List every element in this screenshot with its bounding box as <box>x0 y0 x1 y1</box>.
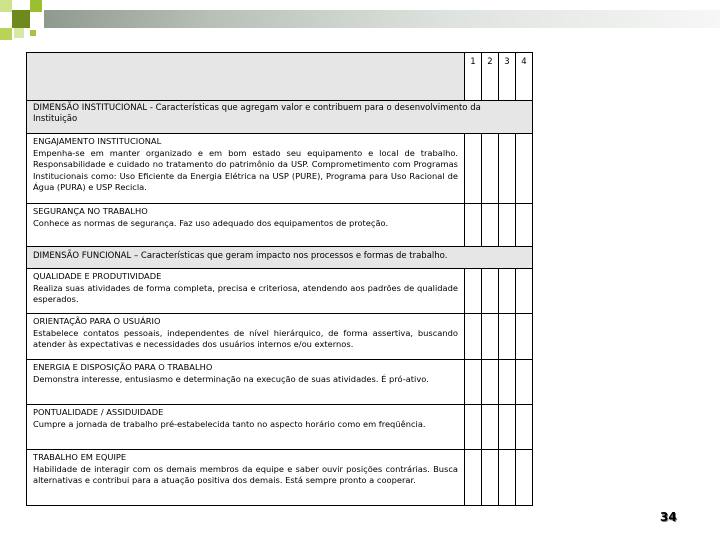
score-cell[interactable] <box>516 314 533 360</box>
criterion-cell <box>27 450 465 506</box>
criterion-cell <box>27 204 465 247</box>
dimension-functional: DIMENSÃO FUNCIONAL – Características que geram impacto nos processos e formas de trabalho. <box>27 247 533 269</box>
score-cell[interactable] <box>499 134 516 204</box>
criterion-text: Demonstra interesse, entusiasmo e determinação na execução de suas atividades. É pró-ativo. <box>33 373 429 384</box>
accent-square <box>30 0 42 12</box>
accent-square <box>14 28 24 38</box>
score-cell[interactable] <box>516 204 533 247</box>
criterion-cell <box>27 269 465 314</box>
criterion-title: ENERGIA E DISPOSIÇÃO PARA O TRABALHO <box>33 362 213 372</box>
table-row <box>27 314 533 360</box>
accent-square <box>0 0 12 12</box>
score-cell[interactable] <box>482 450 499 506</box>
scale-label: 4 <box>516 53 533 101</box>
table-row <box>27 204 533 247</box>
dimension-row <box>27 247 533 269</box>
table-row <box>27 405 533 450</box>
criterion-text: Estabelece contatos pessoais, independentes de nível hierárquico, de forma assertiva, buscando atender às expectativas e necessidades dos usuários internos e/ou externos. <box>33 327 458 349</box>
score-cell[interactable] <box>482 204 499 247</box>
table-row <box>27 360 533 405</box>
score-cell[interactable] <box>516 405 533 450</box>
criterion-title: ORIENTAÇÃO PARA O USUÁRIO <box>33 316 161 326</box>
criterion-text: Conhece as normas de segurança. Faz uso adequado dos equipamentos de proteção. <box>33 217 389 228</box>
table-row <box>27 269 533 314</box>
score-cell[interactable] <box>516 360 533 405</box>
score-cell[interactable] <box>482 134 499 204</box>
score-cell[interactable] <box>499 204 516 247</box>
score-cell[interactable] <box>482 269 499 314</box>
criterion-text: Realiza suas atividades de forma completa, precisa e criteriosa, atendendo aos padrões de qualidade esperados. <box>33 282 458 304</box>
score-cell[interactable] <box>465 204 482 247</box>
score-cell[interactable] <box>499 314 516 360</box>
criterion-title: PONTUALIDADE / ASSIDUIDADE <box>33 407 164 417</box>
evaluation-table <box>26 52 533 506</box>
criterion-title: QUALIDADE E PRODUTIVIDADE <box>33 271 162 281</box>
scale-label: 3 <box>499 53 516 101</box>
scale-label: 2 <box>482 53 499 101</box>
criterion-text: Habilidade de interagir com os demais membros da equipe e saber ouvir posições contrárias. Busca alternativas e contribui para a atuação positiva dos demais. Está sempre pronto a cooperar. <box>33 463 458 485</box>
accent-square <box>30 30 36 36</box>
table-row <box>27 450 533 506</box>
accent-square <box>0 28 12 40</box>
score-cell[interactable] <box>499 405 516 450</box>
score-cell[interactable] <box>465 269 482 314</box>
score-cell[interactable] <box>465 405 482 450</box>
criterion-title: SEGURANÇA NO TRABALHO <box>33 206 148 216</box>
criterion-text: Empenha-se em manter organizado e em bom estado seu equipamento e local de trabalho. Responsabilidade e cuidado no tratamento do patrimônio da USP. Comprometimento com Programas Institucionais como: Uso Eficiente da Energia Elétrica na USP (PURE), Programa para Uso Racional de Água (PURA) e USP Recicla. <box>33 147 458 192</box>
scale-label: 1 <box>465 53 482 101</box>
score-cell[interactable] <box>482 314 499 360</box>
page-number: 34 <box>660 510 677 524</box>
criterion-cell <box>27 360 465 405</box>
criterion-text: Cumpre a jornada de trabalho pré-estabelecida tanto no aspecto horário como em freqüência. <box>33 418 426 429</box>
score-cell[interactable] <box>516 134 533 204</box>
score-cell[interactable] <box>482 360 499 405</box>
score-cell[interactable] <box>465 360 482 405</box>
criterion-title: ENGAJAMENTO INSTITUCIONAL <box>33 136 162 146</box>
table-row <box>27 134 533 204</box>
score-cell[interactable] <box>499 360 516 405</box>
score-cell[interactable] <box>499 269 516 314</box>
dimension-row <box>27 101 533 134</box>
score-cell[interactable] <box>465 314 482 360</box>
criterion-cell <box>27 134 465 204</box>
criterion-title: TRABALHO EM EQUIPE <box>33 452 127 462</box>
header-blank-cell <box>27 53 465 101</box>
criterion-cell <box>27 314 465 360</box>
accent-square <box>12 10 30 28</box>
score-cell[interactable] <box>482 405 499 450</box>
header-gradient-bar <box>44 10 720 28</box>
dimension-institutional: DIMENSÃO INSTITUCIONAL - Características que agregam valor e contribuem para o desenvolvimento da Instituição <box>27 101 533 134</box>
score-cell[interactable] <box>516 450 533 506</box>
score-cell[interactable] <box>516 269 533 314</box>
scale-header-row <box>27 53 533 101</box>
score-cell[interactable] <box>465 134 482 204</box>
score-cell[interactable] <box>465 450 482 506</box>
criterion-cell <box>27 405 465 450</box>
score-cell[interactable] <box>499 450 516 506</box>
